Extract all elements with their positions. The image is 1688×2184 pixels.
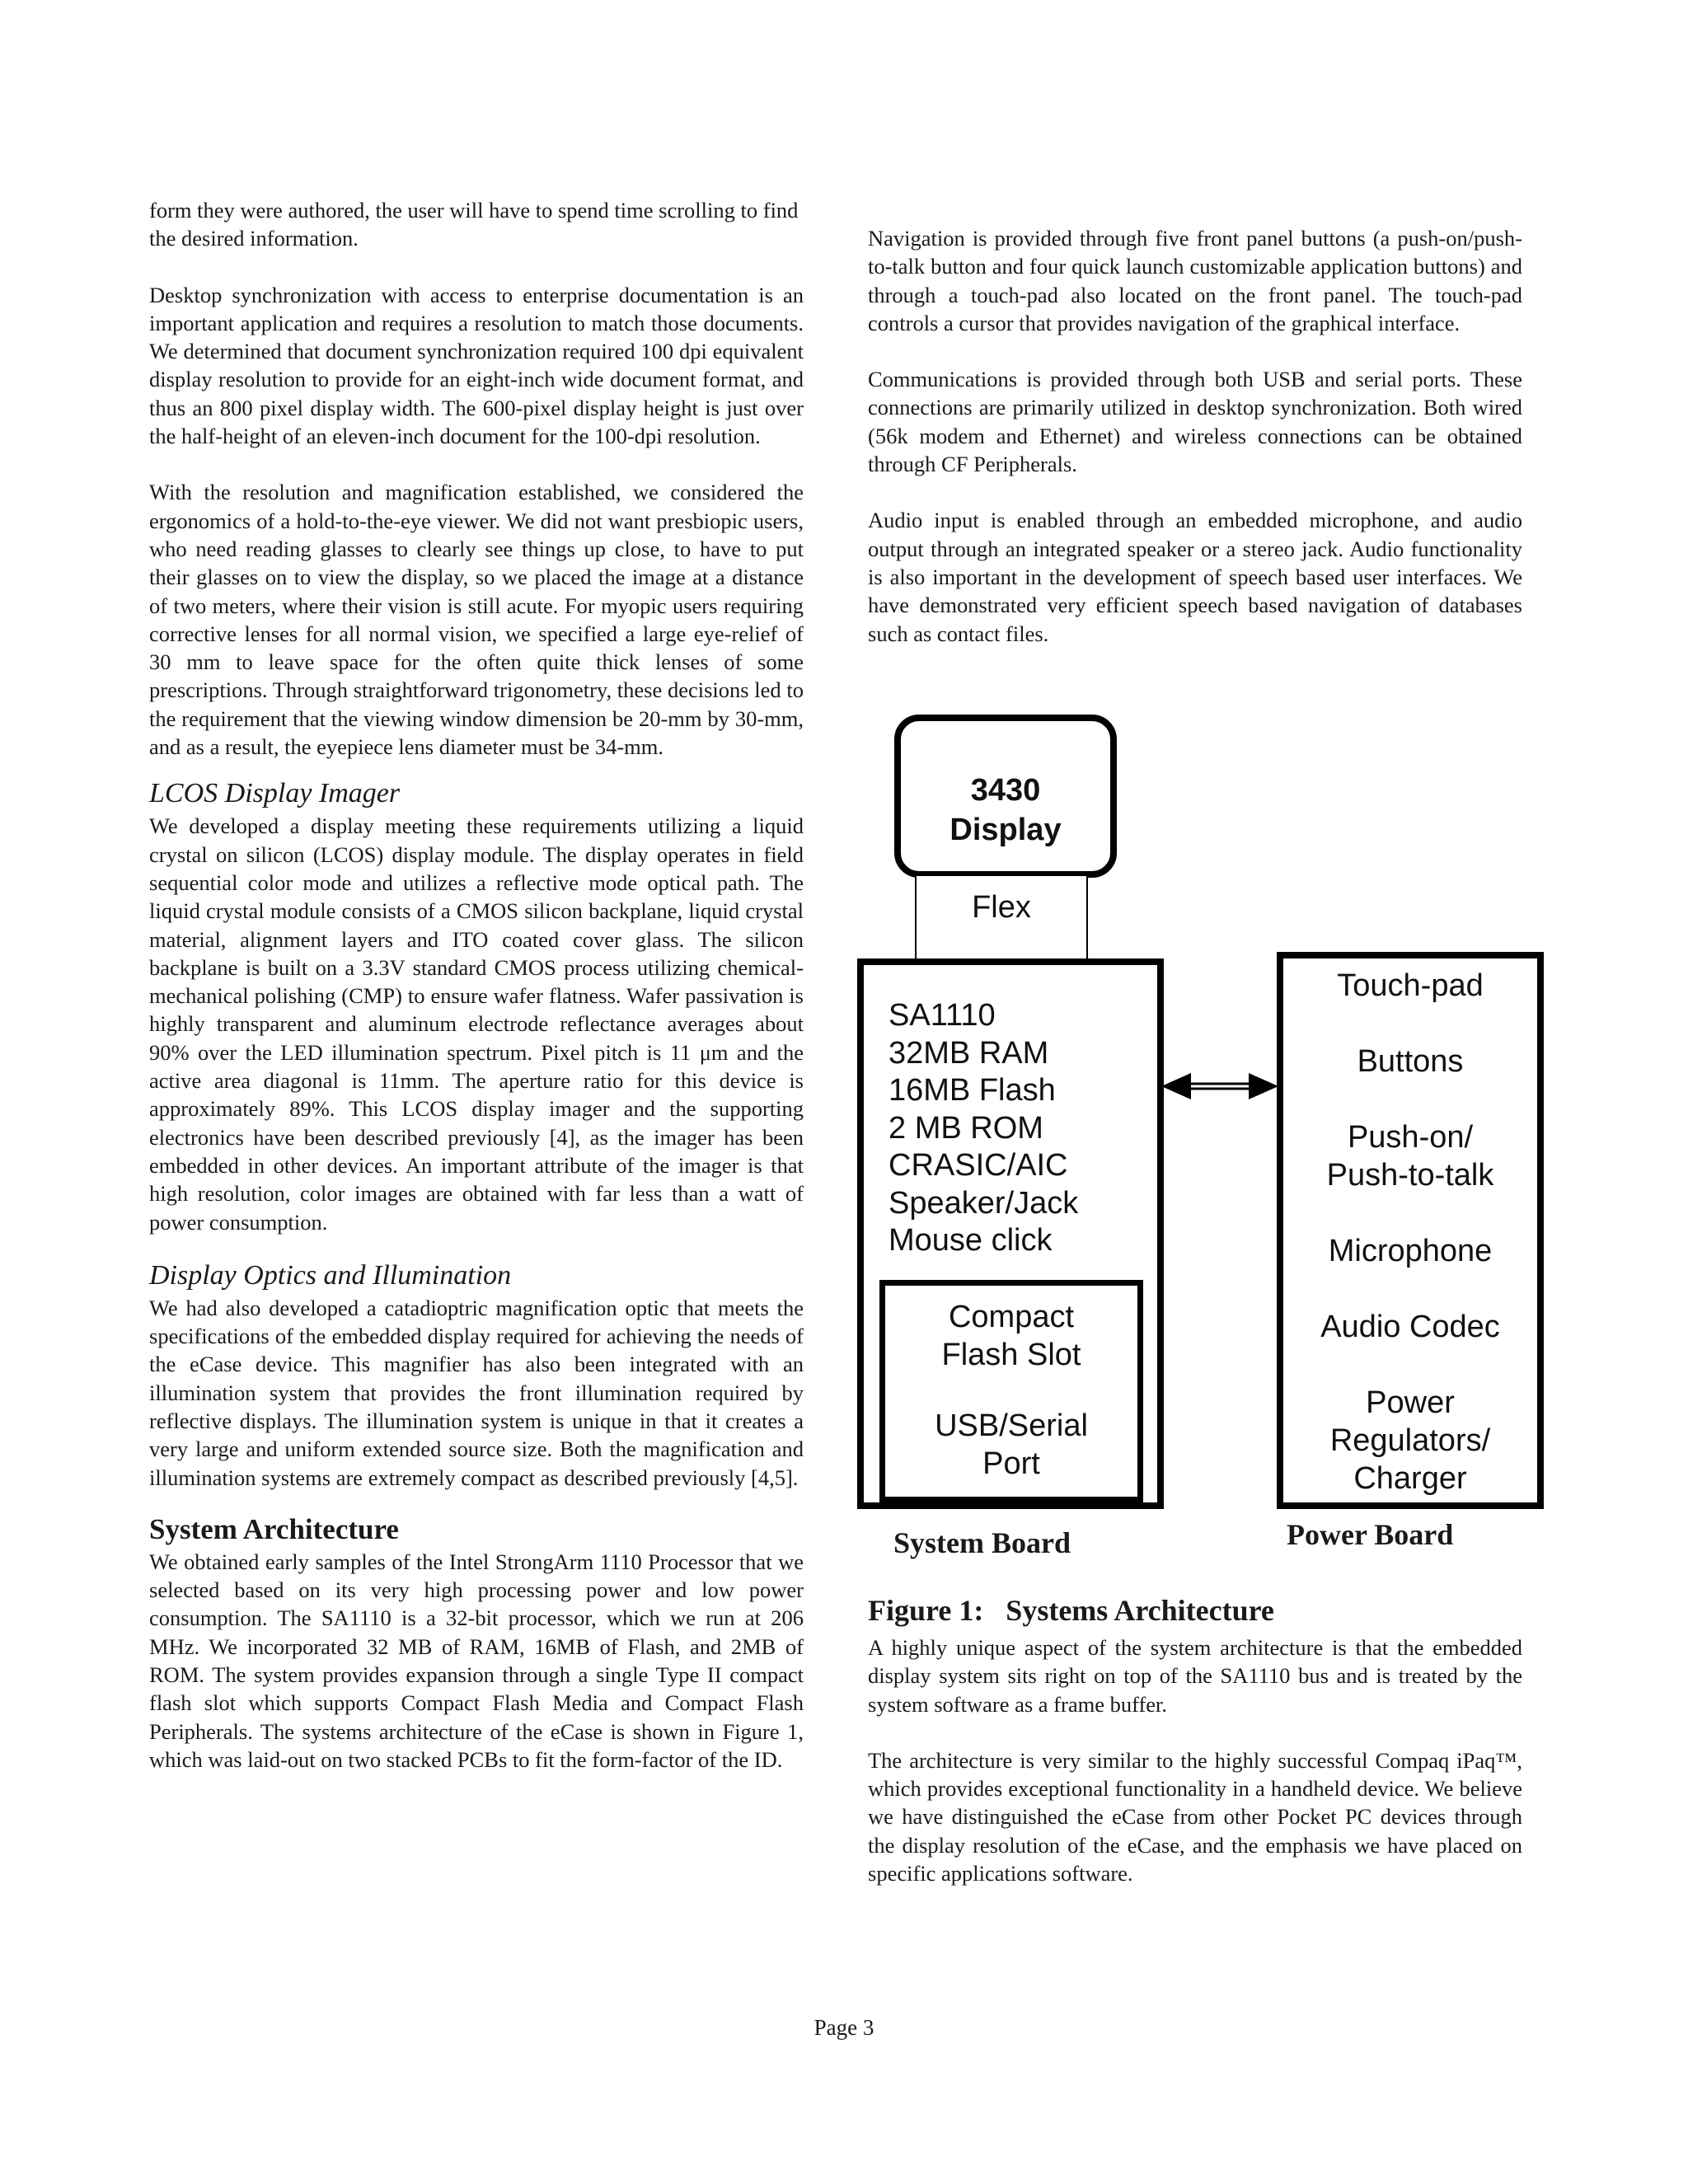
right-column-lower bbox=[868, 1633, 1522, 1887]
system-board-item: 32MB RAM bbox=[889, 1035, 1049, 1071]
system-board-item: SA1110 bbox=[889, 998, 996, 1033]
figure-caption: Figure 1: Systems Architecture bbox=[868, 1594, 1274, 1627]
bidirectional-arrow-icon bbox=[1158, 1070, 1282, 1103]
paragraph: Navigation is provided through five front panel buttons (a push-on/push-to-talk button and four quick launch customizable application buttons) and through a touch-pad also located on the front panel. The touch-pad controls a cursor that provides navigation of the graphical interface. bbox=[868, 226, 1522, 335]
display-line-1: 3430 bbox=[970, 773, 1041, 808]
power-board-item: Regulators/ bbox=[1329, 1423, 1491, 1458]
paragraph: form they were authored, the user will have to spend time scrolling to find the desired information. bbox=[149, 198, 799, 251]
paragraph: We had also developed a catadioptric magnification optic that meets the specifications of the embedded display required for achieving the needs of the eCase device. This magnifier has also been integrated with an illumination system that provides the front illumination required by reflective displays. The illumination system is unique in that it creates a very large and uniform extended source size. Both the magnification and illumination systems are extremely compact as described previously [4,5]. bbox=[149, 1295, 804, 1490]
paragraph: Desktop synchronization with access to enterprise documentation is an important application and requires a resolution to match those documents. We determined that document synchronization required 100 dpi equivalent display resolution to provide for an eight-inch wide document format, and thus an 800 pixel display width. The 600-pixel display height is just over the half-height of an eleven-inch document for the 100-dpi resolution. bbox=[149, 282, 804, 449]
compact-flash-label bbox=[879, 1298, 1143, 1483]
right-column bbox=[868, 224, 1522, 648]
power-board-item: Push-to-talk bbox=[1326, 1158, 1494, 1193]
page-number: Page 3 bbox=[814, 2015, 874, 2040]
power-board-item: Microphone bbox=[1328, 1234, 1493, 1268]
system-board-item: CRASIC/AIC bbox=[889, 1148, 1068, 1183]
power-board-item: Power bbox=[1366, 1385, 1455, 1420]
power-board-item: Push-on/ bbox=[1347, 1120, 1474, 1155]
paragraph: The architecture is very similar to the highly successful Compaq iPaq™, which provides exceptional functionality in a handheld device. We believe we have distinguished the eCase from other Pocket PC devices through the display resolution of the eCase, and the emphasis we have placed on specific applications software. bbox=[868, 1747, 1522, 1886]
paragraph: Audio input is enabled through an embedded microphone, and audio output through an integrated speaker or a stereo jack. Audio functionality is also important in the development of speech based user interfaces. We have demonstrated very efficient speech based navigation of databases such as contact files. bbox=[868, 508, 1522, 646]
compact-flash-line-1: Compact bbox=[948, 1300, 1075, 1334]
power-board-item: Touch-pad bbox=[1337, 968, 1484, 1003]
paragraph: Communications is provided through both USB and serial ports. These connections are primarily utilized in desktop synchronization. Both wired (56k modem and Ethernet) and wireless connections can be obtained through CF Peripherals. bbox=[868, 367, 1522, 477]
power-board-item: Audio Codec bbox=[1320, 1310, 1500, 1344]
display-label bbox=[894, 771, 1117, 850]
paragraph: We developed a display meeting these requirements utilizing a liquid crystal on silicon (LCOS) display module. The display operates in field sequential color mode and utilizes a reflective mode optical path. The liquid crystal module consists of a CMOS silicon backplane, liquid crystal material, alignment layers and ITO coated cover glass. The silicon backplane is built on a 3.3V standard CMOS process utilizing chemical-mechanical polishing (CMP) to ensure wafer flatness. Wafer passivation is highly transparent and aluminum electrode reflectance averages about 90% over the LED illumination spectrum. Pixel pitch is 11 μm and the active area diagonal is 11mm. The aperture ratio for this device is approximately 89%. This LCOS display imager and the supporting electronics have been described previously [4], as the imager has been embedded in other devices. An important attribute of the imager is that high resolution, color images are obtained with far less than a watt of power consumption. bbox=[149, 813, 804, 1235]
flex-label: Flex bbox=[972, 890, 1031, 925]
subsection-heading: LCOS Display Imager bbox=[149, 778, 401, 809]
section-heading: System Architecture bbox=[149, 1512, 399, 1545]
usb-serial-line-2: Port bbox=[982, 1446, 1040, 1481]
subsection-heading: Display Optics and Illumination bbox=[149, 1259, 512, 1291]
left-column bbox=[149, 196, 804, 1774]
paragraph: A highly unique aspect of the system architecture is that the embedded display system sits right on top of the SA1110 bus and is treated by the system software as a frame buffer. bbox=[868, 1635, 1522, 1717]
system-board-item: Mouse click bbox=[889, 1223, 1053, 1258]
paragraph: With the resolution and magnification established, we considered the ergonomics of a hold-to-the-eye viewer. We did not want presbiopic users, who need reading glasses to clearly see things up close, to have to put their glasses on to view the display, so we placed the image at a distance of two meters, where their vision is still acute. For myopic users requiring corrective lenses for all normal vision, we specified a large eye-relief of 30 mm to leave space for the often quite thick lenses of some prescriptions. Through straightforward trigonometry, these decisions led to the requirement that the viewing window dimension be 20-mm by 30-mm, and as a result, the eyepiece lens diameter must be 34-mm. bbox=[149, 480, 804, 760]
compact-flash-line-2: Flash Slot bbox=[941, 1338, 1081, 1372]
power-board-item: Buttons bbox=[1357, 1044, 1464, 1079]
power-board-label: Power Board bbox=[1287, 1518, 1454, 1551]
power-board-item: Charger bbox=[1353, 1461, 1467, 1496]
paragraph: We obtained early samples of the Intel StrongArm 1110 Processor that we selected based on its very high processing power and low power consumption. The SA1110 is a 32-bit processor, which we run at 206 MHz. We incorporated 32 MB of RAM, 16MB of Flash, and 2MB of ROM. The system provides expansion through a single Type II compact flash slot which supports Compact Flash Media and Compact Flash Peripherals. The systems architecture of the eCase is shown in Figure 1, which was laid-out on two stacked PCBs to fit the form-factor of the ID. bbox=[149, 1549, 804, 1772]
system-board-item: Speaker/Jack bbox=[889, 1185, 1079, 1221]
system-board-items bbox=[889, 997, 1078, 1260]
display-line-2: Display bbox=[950, 813, 1062, 847]
system-board-item: 16MB Flash bbox=[889, 1073, 1056, 1108]
usb-serial-line-1: USB/Serial bbox=[935, 1408, 1088, 1443]
system-board-item: 2 MB ROM bbox=[889, 1110, 1043, 1146]
power-board-items bbox=[1277, 967, 1544, 1497]
system-board-label: System Board bbox=[893, 1526, 1071, 1559]
